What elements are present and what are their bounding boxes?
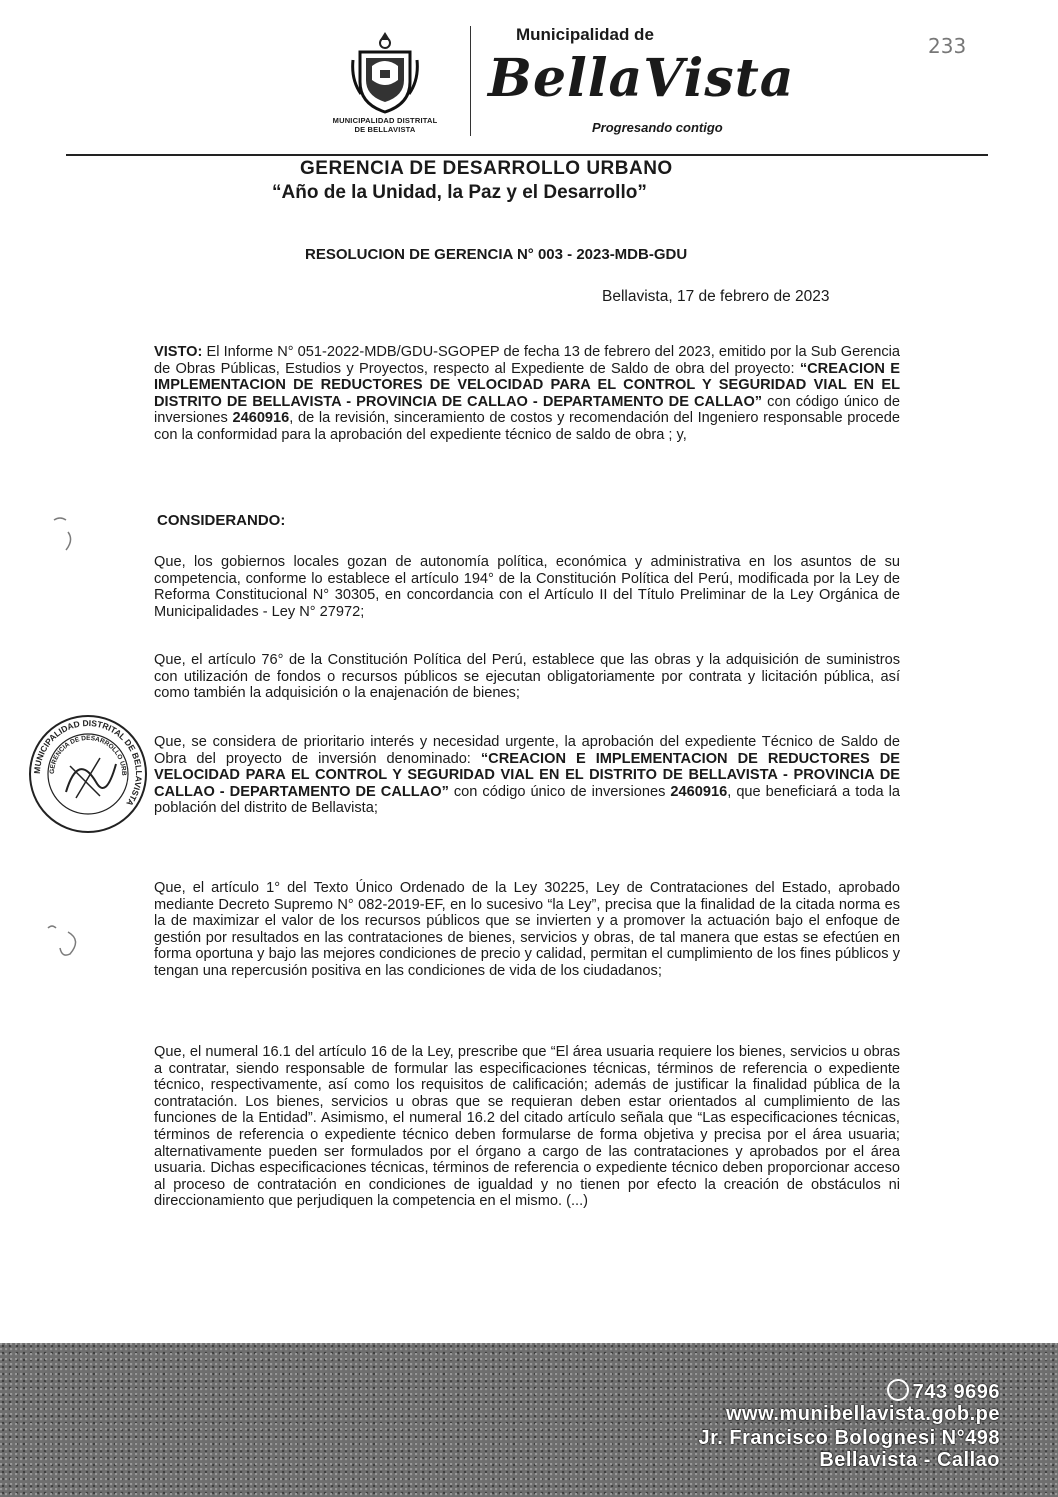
stamp-seal-icon xyxy=(26,712,150,836)
margin-blot-2 xyxy=(42,918,92,962)
municipal-crest xyxy=(312,30,458,134)
footer-phone-number: 743 9696 xyxy=(912,1381,1000,1403)
paragraph-3 xyxy=(154,734,900,817)
paragraph-2: Que, el artículo 76° de la Constitución Política del Perú, establece que las obras y la adquisición de suministros con utilización de fondos o recursos públicos se ejecutan obligatoriamente por contrata y licitación pública, así como también la adquisición o la enajenación de bienes; xyxy=(154,652,900,702)
phone-icon xyxy=(887,1379,909,1401)
visto-code: 2460916 xyxy=(232,410,290,427)
visto-informe: N° 051-2022-MDB/GDU-SGOPEP xyxy=(277,344,500,360)
p3-text-1: Que, se considera de prioritario interés y necesidad urgente, la aprobación del expediente Técnico de Saldo de Obra del proyecto de inversión denominado: xyxy=(154,734,900,767)
visto-text-1: El Informe xyxy=(202,344,278,360)
header-divider xyxy=(470,26,471,136)
p3-project: “CREACION E IMPLEMENTACION DE REDUCTORES DE VELOCIDAD PARA EL CONTROL Y SEGURIDAD VIAL EN EL DISTRITO DE BELLAVISTA - PROVINCIA DE CALLAO - DEPARTAMENTO DE CALLAO” xyxy=(154,750,900,800)
header-rule xyxy=(66,154,988,156)
stamp-outer-text: MUNICIPALIDAD DISTRITAL DE BELLAVISTA xyxy=(31,717,145,808)
footer-phone xyxy=(887,1379,1000,1404)
resolution-title: RESOLUCION DE GERENCIA N° 003 - 2023-MDB-GDU xyxy=(305,246,688,263)
p3-text-2: con código único de inversiones xyxy=(448,783,671,800)
brand-top-text: Municipalidad de xyxy=(516,25,654,44)
crest-caption-line2: DE BELLAVISTA xyxy=(354,125,416,134)
page-footer xyxy=(0,1343,1058,1497)
margin-blot-1 xyxy=(46,514,86,554)
visto-text-3: con código único de inversiones xyxy=(154,393,900,427)
brand-tagline: Progresando contigo xyxy=(592,120,723,135)
considerando-heading: CONSIDERANDO: xyxy=(157,512,286,529)
crest-caption-line1: MUNICIPALIDAD DISTRITAL xyxy=(332,116,438,125)
brand-logo: BellaVista xyxy=(488,48,795,109)
p3-text-3: , que beneficiará a toda la población del distrito de Bellavista; xyxy=(154,783,900,817)
paragraph-1: Que, los gobiernos locales gozan de autonomía política, económica y administrativa en los asuntos de su competencia, conforme lo establece el artículo 194° de la Constitución Política del Perú, modificada por la Ley de Reforma Constitucional N° 30305, en concordancia con el Artículo II del Título Preliminar de la Ley Orgánica de Municipalidades - Ley N° 27972; xyxy=(154,554,900,620)
p3-code: 2460916 xyxy=(670,783,728,800)
visto-text-2: de fecha 13 de febrero del 2023, emitido por la Sub Gerencia de Obras Públicas, Estudios y Proyectos, respecto al Expediente de Saldo de obra del proyecto: xyxy=(154,344,900,377)
visto-text-4: , de la revisión, sinceramiento de costos y recomendación del Ingeniero responsable procede con la conformidad para la aprobación del expediente técnico de saldo de obra ; y, xyxy=(154,410,900,443)
footer-city: Bellavista - Callao xyxy=(819,1449,1000,1471)
document-date: Bellavista, 17 de febrero de 2023 xyxy=(602,288,830,305)
paragraph-5: Que, el numeral 16.1 del artículo 16 de la Ley, prescribe que “El área usuaria requiere los bienes, servicios u obras a contratar, siendo responsable de formular las especificaciones técnicas, términos de referencia o expediente técnico, respectivamente, así como los requisitos de calificación; además de justificar la finalidad pública de la contratación. Los bienes, servicios u obras que se requieran deben estar orientados al cumplimiento de las funciones de la Entidad”. Asimismo, el numeral 16.2 del citado artículo señala que “Las especificaciones técnicas, términos de referencia o expediente técnico deben formularse de forma objetiva y precisa por el área usuaria; alternativamente pueden ser formulados por el órgano a cargo de las contrataciones y aprobados por el área usuaria. Dichas especificaciones técnicas, términos de referencia o expediente técnico deben proporcionar acceso al proceso de contratación en condiciones de igualdad y no tienen por efecto la creación de obstáculos ni direccionamiento que perjudiquen la competencia en el mismo. (...) xyxy=(154,1044,900,1210)
stamp-inner-text: GERENCIA DE DESARROLLO URB xyxy=(48,734,128,776)
official-stamp xyxy=(26,712,150,841)
footer-address: Jr. Francisco Bolognesi N°498 xyxy=(698,1427,1000,1449)
department-title: GERENCIA DE DESARROLLO URBANO xyxy=(300,158,673,179)
visto-paragraph xyxy=(154,344,900,444)
page-number: 233 xyxy=(928,34,967,58)
footer-website: www.munibellavista.gob.pe xyxy=(725,1403,1000,1425)
year-motto: “Año de la Unidad, la Paz y el Desarrollo” xyxy=(272,182,647,203)
crest-shield-icon xyxy=(350,30,420,116)
paragraph-4: Que, el artículo 1° del Texto Único Ordenado de la Ley 30225, Ley de Contrataciones del Estado, aprobado mediante Decreto Supremo N° 082-2019-EF, en lo sucesivo “la Ley”, precisa que la finalidad de la citada norma es la de maximizar el valor de los recursos públicos que se invierten y a promover la actuación bajo el enfoque de gestión por resultados en las contrataciones de bienes, servicios y obras, de tal manera que estas se efectúen en forma oportuna y bajo las mejores condiciones de precio y calidad, permitan el cumplimiento de los fines públicos y tengan una repercusión positiva en las condiciones de vida de los ciudadanos; xyxy=(154,880,900,979)
visto-project: “CREACION E IMPLEMENTACION DE REDUCTORES DE VELOCIDAD PARA EL CONTROL Y SEGURIDAD VIAL EN EL DISTRITO DE BELLAVISTA - PROVINCIA DE CALLAO - DEPARTAMENTO DE CALLAO” xyxy=(154,360,900,410)
visto-lead: VISTO: xyxy=(154,344,203,360)
